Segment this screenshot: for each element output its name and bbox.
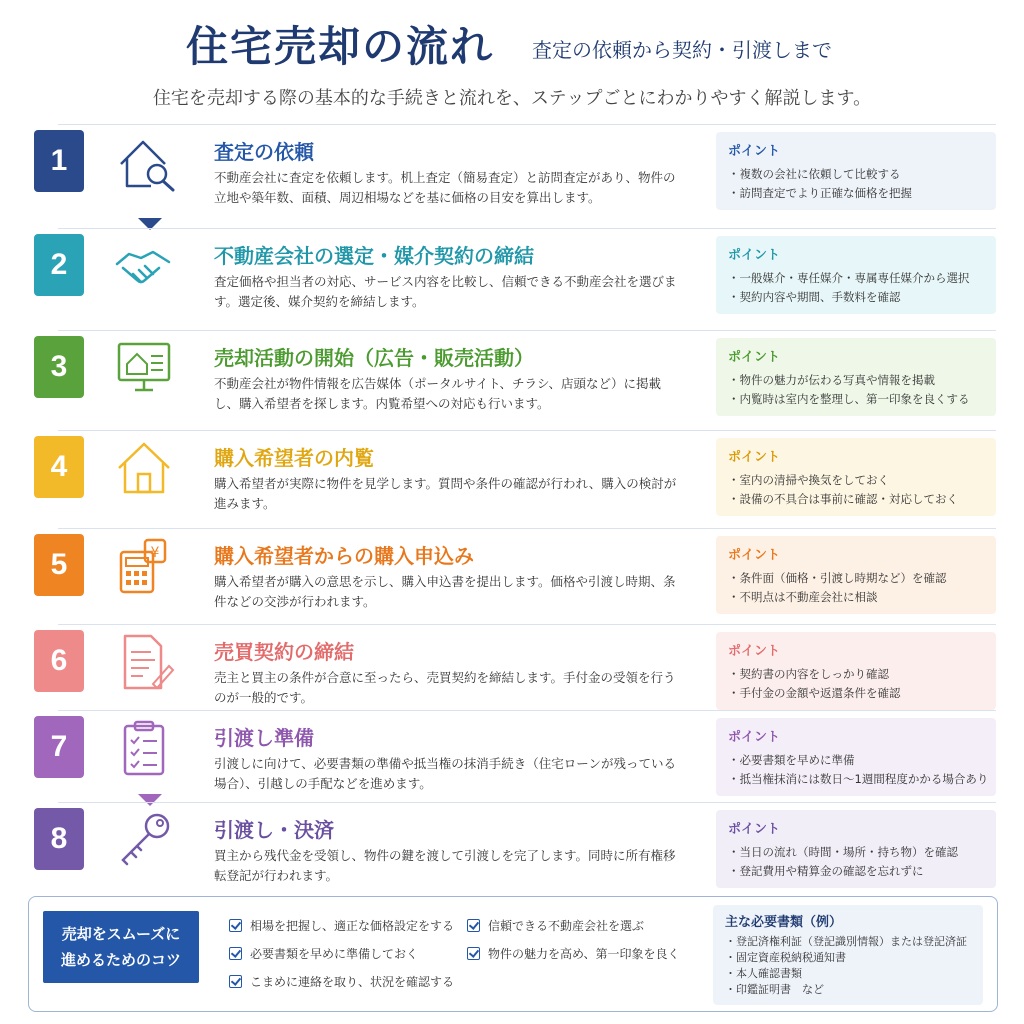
point-item: ・設備の不具合は事前に確認・対応しておく (728, 492, 958, 506)
step-description: 不動産会社が物件情報を広告媒体（ポータルサイト、チラシ、店頭など）に掲載し、購入希望者を探します。内覧希望への対応も行います。 (214, 376, 662, 411)
point-item: ・物件の魅力が伝わる写真や情報を掲載 (728, 373, 935, 387)
point-item: ・訪問査定でより正確な価格を把握 (728, 186, 912, 200)
checkbox-icon (229, 947, 242, 960)
tip-check-item (467, 917, 644, 934)
step-row (30, 802, 996, 890)
step-point-box (716, 632, 996, 710)
step-row (30, 624, 996, 710)
checkbox-icon (229, 919, 242, 932)
page-subtitle: 査定の依頼から契約・引渡しまで (532, 38, 832, 62)
required-documents (713, 905, 983, 1005)
point-label: ポイント (728, 450, 781, 465)
tips-panel (28, 896, 998, 1012)
step-point-box (716, 438, 996, 516)
handshake-icon (110, 234, 186, 298)
step-number-badge: 8 (34, 808, 84, 870)
point-item: ・内覧時は室内を整理し、第一印象を良くする (728, 392, 970, 406)
tip-text: 必要書類を早めに準備しておく (250, 947, 419, 961)
step-description: 購入希望者が購入の意思を示し、購入申込書を提出します。価格や引渡し時期、条件などの交渉が行われます。 (214, 574, 676, 609)
document-item: ・登記済権利証（登記識別情報）または登記済証 (725, 935, 967, 948)
point-label: ポイント (728, 644, 781, 659)
clipboard-checklist-icon (110, 716, 186, 780)
tip-check-item (229, 973, 454, 990)
tip-text: 信頼できる不動産会社を選ぶ (488, 919, 645, 933)
step-point-box (716, 810, 996, 888)
contract-icon (110, 630, 186, 694)
point-label: ポイント (728, 248, 781, 263)
step-number-badge: 2 (34, 234, 84, 296)
step-point-box (716, 718, 996, 796)
step-point-box (716, 536, 996, 614)
point-item: ・不明点は不動産会社に相談 (728, 590, 878, 604)
step-number-badge: 5 (34, 534, 84, 596)
checkbox-icon (229, 975, 242, 988)
tip-text: 物件の魅力を高め、第一印象を良く (488, 947, 680, 961)
tip-check-item (229, 917, 454, 934)
step-description: 買主から残代金を受領し、物件の鍵を渡して引渡しを完了します。同時に所有権移転登記が行われます。 (214, 848, 676, 883)
step-number-badge: 3 (34, 336, 84, 398)
document-item: ・固定資産税納税通知書 (725, 951, 846, 964)
step-description: 売主と買主の条件が合意に至ったら、売買契約を締結します。手付金の受領を行うのが一般的です。 (214, 670, 676, 705)
step-title: 引渡し・決済 (214, 818, 334, 842)
required-documents-title: 主な必要書類（例） (725, 915, 843, 930)
page-title: 住宅売却の流れ (186, 22, 495, 71)
step-description: 引渡しに向けて、必要書類の準備や抵当権の抹消手続き（住宅ローンが残っている場合）、引越しの手配などを進めます。 (214, 756, 677, 791)
step-number-badge: 1 (34, 130, 84, 192)
step-number-badge: 4 (34, 436, 84, 498)
svg-text:¥: ¥ (150, 545, 160, 561)
tip-text: 相場を把握し、適正な価格設定をする (250, 919, 455, 933)
page-lead: 住宅を売却する際の基本的な手続きと流れを、ステップごとにわかりやすく解説します。 (152, 88, 872, 109)
step-number-badge: 7 (34, 716, 84, 778)
tip-check-item (467, 945, 680, 962)
step-title: 売却活動の開始（広告・販売活動） (214, 346, 534, 370)
step-title: 売買契約の締結 (214, 640, 354, 664)
step-description: 購入希望者が実際に物件を見学します。質問や条件の確認が行われ、購入の検討が進みます。 (214, 476, 677, 511)
point-label: ポイント (728, 144, 781, 159)
point-item: ・室内の清掃や換気をしておく (728, 473, 889, 487)
step-title: 購入希望者からの購入申込み (214, 544, 474, 568)
tips-heading-text: 売却をスムーズに進めるためのコツ (60, 925, 181, 969)
point-item: ・契約書の内容をしっかり確認 (728, 667, 889, 681)
house-search-icon (110, 130, 186, 194)
checkbox-icon (467, 919, 480, 932)
step-point-box (716, 338, 996, 416)
point-label: ポイント (728, 822, 781, 837)
point-item: ・抵当権抹消には数日〜1週間程度かかる場合あり (728, 772, 989, 786)
step-row (30, 710, 996, 802)
point-label: ポイント (728, 730, 781, 745)
document-item: ・印鑑証明書 など (725, 983, 824, 996)
step-description: 不動産会社に査定を依頼します。机上査定（簡易査定）と訪問査定があり、物件の立地や築年数、面積、周辺相場などを基に価格の目安を算出します。 (214, 170, 676, 205)
step-title: 引渡し準備 (214, 726, 314, 750)
tip-text: こまめに連絡を取り、状況を確認する (250, 975, 455, 989)
step-row (30, 228, 996, 330)
step-point-box (716, 132, 996, 210)
point-label: ポイント (728, 350, 781, 365)
point-item: ・登記費用や精算金の確認を忘れずに (728, 864, 924, 878)
step-number-badge: 6 (34, 630, 84, 692)
step-description: 査定価格や担当者の対応、サービス内容を比較し、信頼できる不動産会社を選びます。選定後、媒介契約を締結します。 (214, 274, 677, 309)
point-item: ・複数の会社に依頼して比較する (728, 167, 901, 181)
step-row (30, 430, 996, 528)
house-icon (110, 436, 186, 500)
document-item: ・本人確認書類 (725, 967, 802, 980)
point-item: ・必要書類を早めに準備 (728, 753, 855, 767)
tips-heading (43, 911, 199, 983)
checkbox-icon (467, 947, 480, 960)
point-item: ・一般媒介・専任媒介・専属専任媒介から選択 (728, 271, 970, 285)
monitor-house-icon (110, 336, 186, 400)
step-row (30, 528, 996, 624)
calculator-yen-icon (110, 534, 186, 598)
point-item: ・条件面（価格・引渡し時期など）を確認 (728, 571, 947, 585)
step-point-box (716, 236, 996, 314)
step-title: 購入希望者の内覧 (214, 446, 374, 470)
point-item: ・当日の流れ（時間・場所・持ち物）を確認 (728, 845, 958, 859)
step-title: 査定の依頼 (214, 140, 314, 164)
point-label: ポイント (728, 548, 781, 563)
step-row (30, 330, 996, 430)
tip-check-item (229, 945, 418, 962)
step-row (30, 124, 996, 228)
step-title: 不動産会社の選定・媒介契約の締結 (214, 244, 534, 268)
point-item: ・手付金の金額や返還条件を確認 (728, 686, 901, 700)
point-item: ・契約内容や期間、手数料を確認 (728, 290, 901, 304)
key-icon (110, 808, 186, 872)
header (0, 0, 1024, 120)
